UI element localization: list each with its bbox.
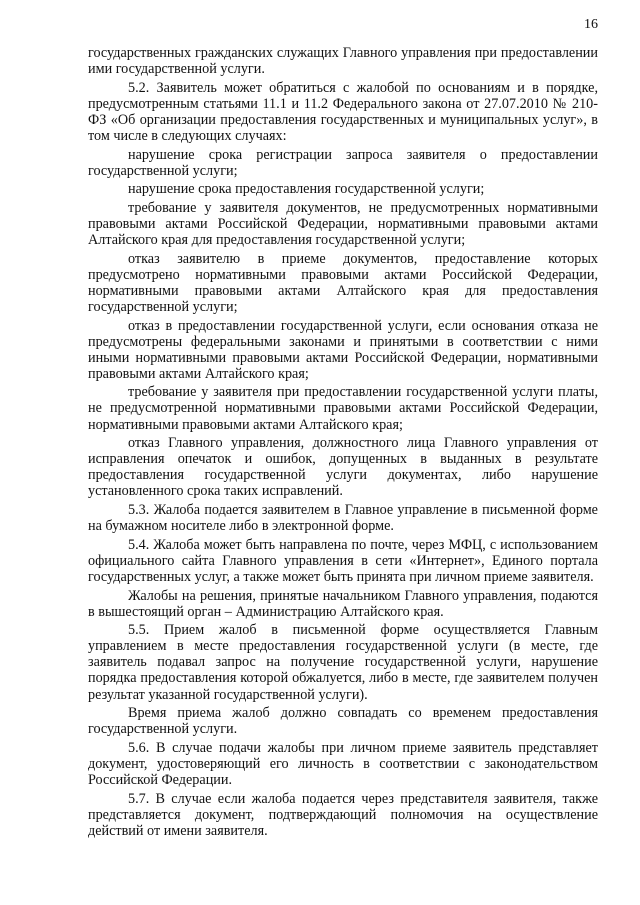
document-body	[88, 45, 598, 841]
paragraph-continuation: государственных гражданских служащих Главного управления при предоставлении ими государственной услуги.	[88, 45, 598, 78]
paragraph-5-5: 5.5. Прием жалоб в письменной форме осуществляется Главным управлением в месте предоставления государственной услуги (в месте, где заявитель подавал запрос на получение государственной услуги, нарушение порядка предоставления которой обжалуется, либо в месте, где заявителем получен результат указанной государственной услуги).	[88, 622, 598, 703]
paragraph-case-refusal-docs: отказ заявителю в приеме документов, предоставление которых предусмотрено нормативными правовыми актами Российской Федерации, нормативными правовыми актами Алтайского края для предоставления государственной услуги;	[88, 250, 598, 315]
paragraph-5-2: 5.2. Заявитель может обратиться с жалобой по основаниям и в порядке, предусмотренным статьями 11.1 и 11.2 Федерального закона от 27.07.2010 № 210-ФЗ «Об организации предоставления государственных и муниципальных услуг», в том числе в следующих случаях:	[88, 79, 598, 144]
page-number: 16	[584, 17, 598, 32]
paragraph-case-refusal-service: отказ в предоставлении государственной услуги, если основания отказа не предусмотрены федеральными законами и принятыми в соответствии с ними иными нормативными правовыми актами Российской Федерации, нормативными правовыми актами Алтайского края;	[88, 317, 598, 382]
paragraph-case-deadline: нарушение срока предоставления государственной услуги;	[128, 181, 485, 198]
paragraph-appeals: Жалобы на решения, принятые начальником Главного управления, подаются в вышестоящий орган – Администрацию Алтайского края.	[88, 587, 598, 620]
paragraph-case-payment: требование у заявителя при предоставлении государственной услуги платы, не предусмотренной нормативными правовыми актами Российской Федерации, нормативными правовыми актами Алтайского края;	[88, 384, 598, 433]
paragraph-case-documents: требование у заявителя документов, не предусмотренных нормативными правовыми актами Российской Федерации, нормативными правовыми актами Алтайского края для предоставления государственной услуги;	[88, 199, 598, 249]
paragraph-case-corrections: отказ Главного управления, должностного лица Главного управления от исправления опечаток и ошибок, допущенных в выданных в результате предоставления государственной услуги документах, либо нарушение установленного срока таких исправлений.	[88, 435, 598, 500]
paragraph-5-6: 5.6. В случае подачи жалобы при личном приеме заявитель представляет документ, удостоверяющий его личность в соответствии с законодательством Российской Федерации.	[88, 739, 598, 789]
paragraph-case-registration: нарушение срока регистрации запроса заявителя о предоставлении государственной услуги;	[88, 146, 598, 179]
paragraph-5-4: 5.4. Жалоба может быть направлена по почте, через МФЦ, с использованием официального сайта Главного управления в сети «Интернет», Единого портала государственных услуг, а также может быть принята при личном приеме заявителя.	[88, 536, 598, 585]
paragraph-5-7: 5.7. В случае если жалоба подается через представителя заявителя, также представляется документ, подтверждающий полномочия на осуществление действий от имени заявителя.	[88, 790, 598, 839]
paragraph-5-3: 5.3. Жалоба подается заявителем в Главное управление в письменной форме на бумажном носителе либо в электронной форме.	[88, 502, 598, 535]
paragraph-reception-time: Время приема жалоб должно совпадать со временем предоставления государственной услуги.	[88, 705, 598, 738]
